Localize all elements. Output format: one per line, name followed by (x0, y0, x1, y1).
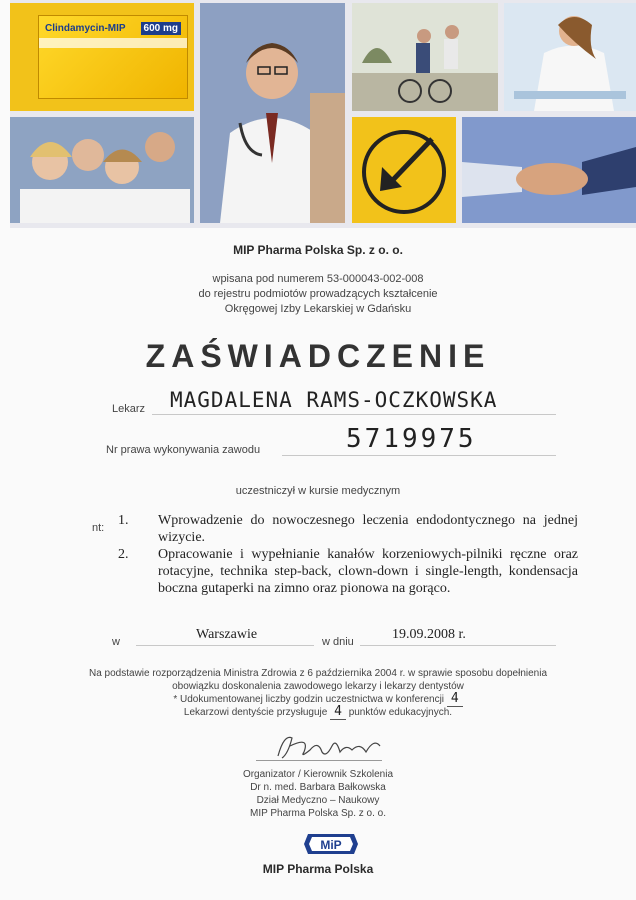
product-box-photo (10, 3, 194, 111)
legal-line-3-row (0, 692, 636, 706)
legal-line-4-row (0, 705, 636, 719)
legal-line-1: Na podstawie rozporządzenia Ministra Zdrowia z 6 października 2004 r. w sprawie sposobu dopełnienia (88, 668, 548, 679)
organizer-company: MIP Pharma Polska Sp. z o. o. (250, 808, 386, 819)
organizer-department: Dział Medyczno – Naukowy (256, 795, 380, 806)
topic-label: nt: (92, 522, 105, 534)
place-line (136, 645, 314, 646)
handshake-photo (462, 117, 636, 223)
signature (270, 728, 390, 762)
mip-logo (302, 831, 360, 857)
topic-number-1: 1. (118, 513, 129, 528)
points-value: 4 (330, 704, 346, 720)
place-label: w (112, 636, 120, 648)
date-value: 19.09.2008 r. (392, 627, 466, 642)
license-line (282, 455, 556, 456)
organizer-role: Organizator / Kierownik Szkolenia (242, 769, 394, 780)
legal-line-4-suffix: punktów edukacyjnych. (348, 707, 453, 718)
date-label: w dniu (322, 636, 354, 648)
logo-text: MiP (320, 838, 342, 852)
product-name: Clindamycin-MIP (45, 23, 126, 34)
family-photo (10, 117, 194, 223)
registration-line-1: wpisana pod numerem 53-000043-002-008 (212, 273, 424, 285)
doctor-photo (200, 3, 345, 223)
arrow-icon (352, 117, 456, 223)
medicine-box (38, 15, 188, 99)
doctor-name: MAGDALENA RAMS-OCZKOWSKA (170, 388, 498, 412)
box-band (39, 38, 187, 48)
participation-text: uczestniczył w kursie medycznym (235, 485, 401, 497)
topic-text-2: Opracowanie i wypełnianie kanałów korzeniowych-pilniki ręczne oraz rotacyjne, technika step-back, clown-down i single-length, kondensacja boczna gutaperki na zimno oraz pionowa na gorąco. (158, 547, 578, 596)
registration-line-3: Okręgowej Izby Lekarskiej w Gdańsku (224, 303, 412, 315)
legal-line-2: obowiązku doskonalenia zawodowego lekarzy i lekarzy dentystów (172, 681, 464, 692)
organizer-name: Dr n. med. Barbara Bałkowska (250, 782, 386, 793)
arrow-tile (352, 117, 456, 223)
footer-brand: MIP Pharma Polska (262, 862, 374, 876)
certificate-title: ZAŚWIADCZENIE (145, 338, 491, 374)
cyclists-photo (352, 3, 498, 111)
topic-text-1: Wprowadzenie do nowoczesnego leczenia endodontycznego na jednej wizycie. (158, 513, 578, 545)
date-line (360, 645, 556, 646)
topic-number-2: 2. (118, 547, 129, 562)
lab-illustration (504, 3, 636, 111)
handshake-illustration (462, 117, 636, 223)
hours-value: 4 (447, 691, 463, 707)
doctor-illustration (200, 3, 345, 223)
company-name: MIP Pharma Polska Sp. z o. o. (233, 243, 403, 257)
legal-line-4-prefix: Lekarzowi dentyście przysługuje (183, 707, 328, 718)
license-label: Nr prawa wykonywania zawodu (106, 444, 261, 456)
product-dose: 600 mg (141, 22, 181, 35)
license-number: 5719975 (346, 424, 477, 454)
family-illustration (10, 117, 194, 223)
legal-line-3: * Udokumentowanej liczby godzin uczestnictwa w konferencji (173, 694, 445, 705)
registration-line-2: do rejestru podmiotów prowadzących kształcenie (198, 288, 438, 300)
cyclists-illustration (352, 3, 498, 111)
place-value: Warszawie (196, 627, 258, 642)
doctor-name-line (152, 414, 556, 415)
doctor-label: Lekarz (112, 403, 146, 415)
signature-line (256, 760, 382, 761)
lab-photo (504, 3, 636, 111)
